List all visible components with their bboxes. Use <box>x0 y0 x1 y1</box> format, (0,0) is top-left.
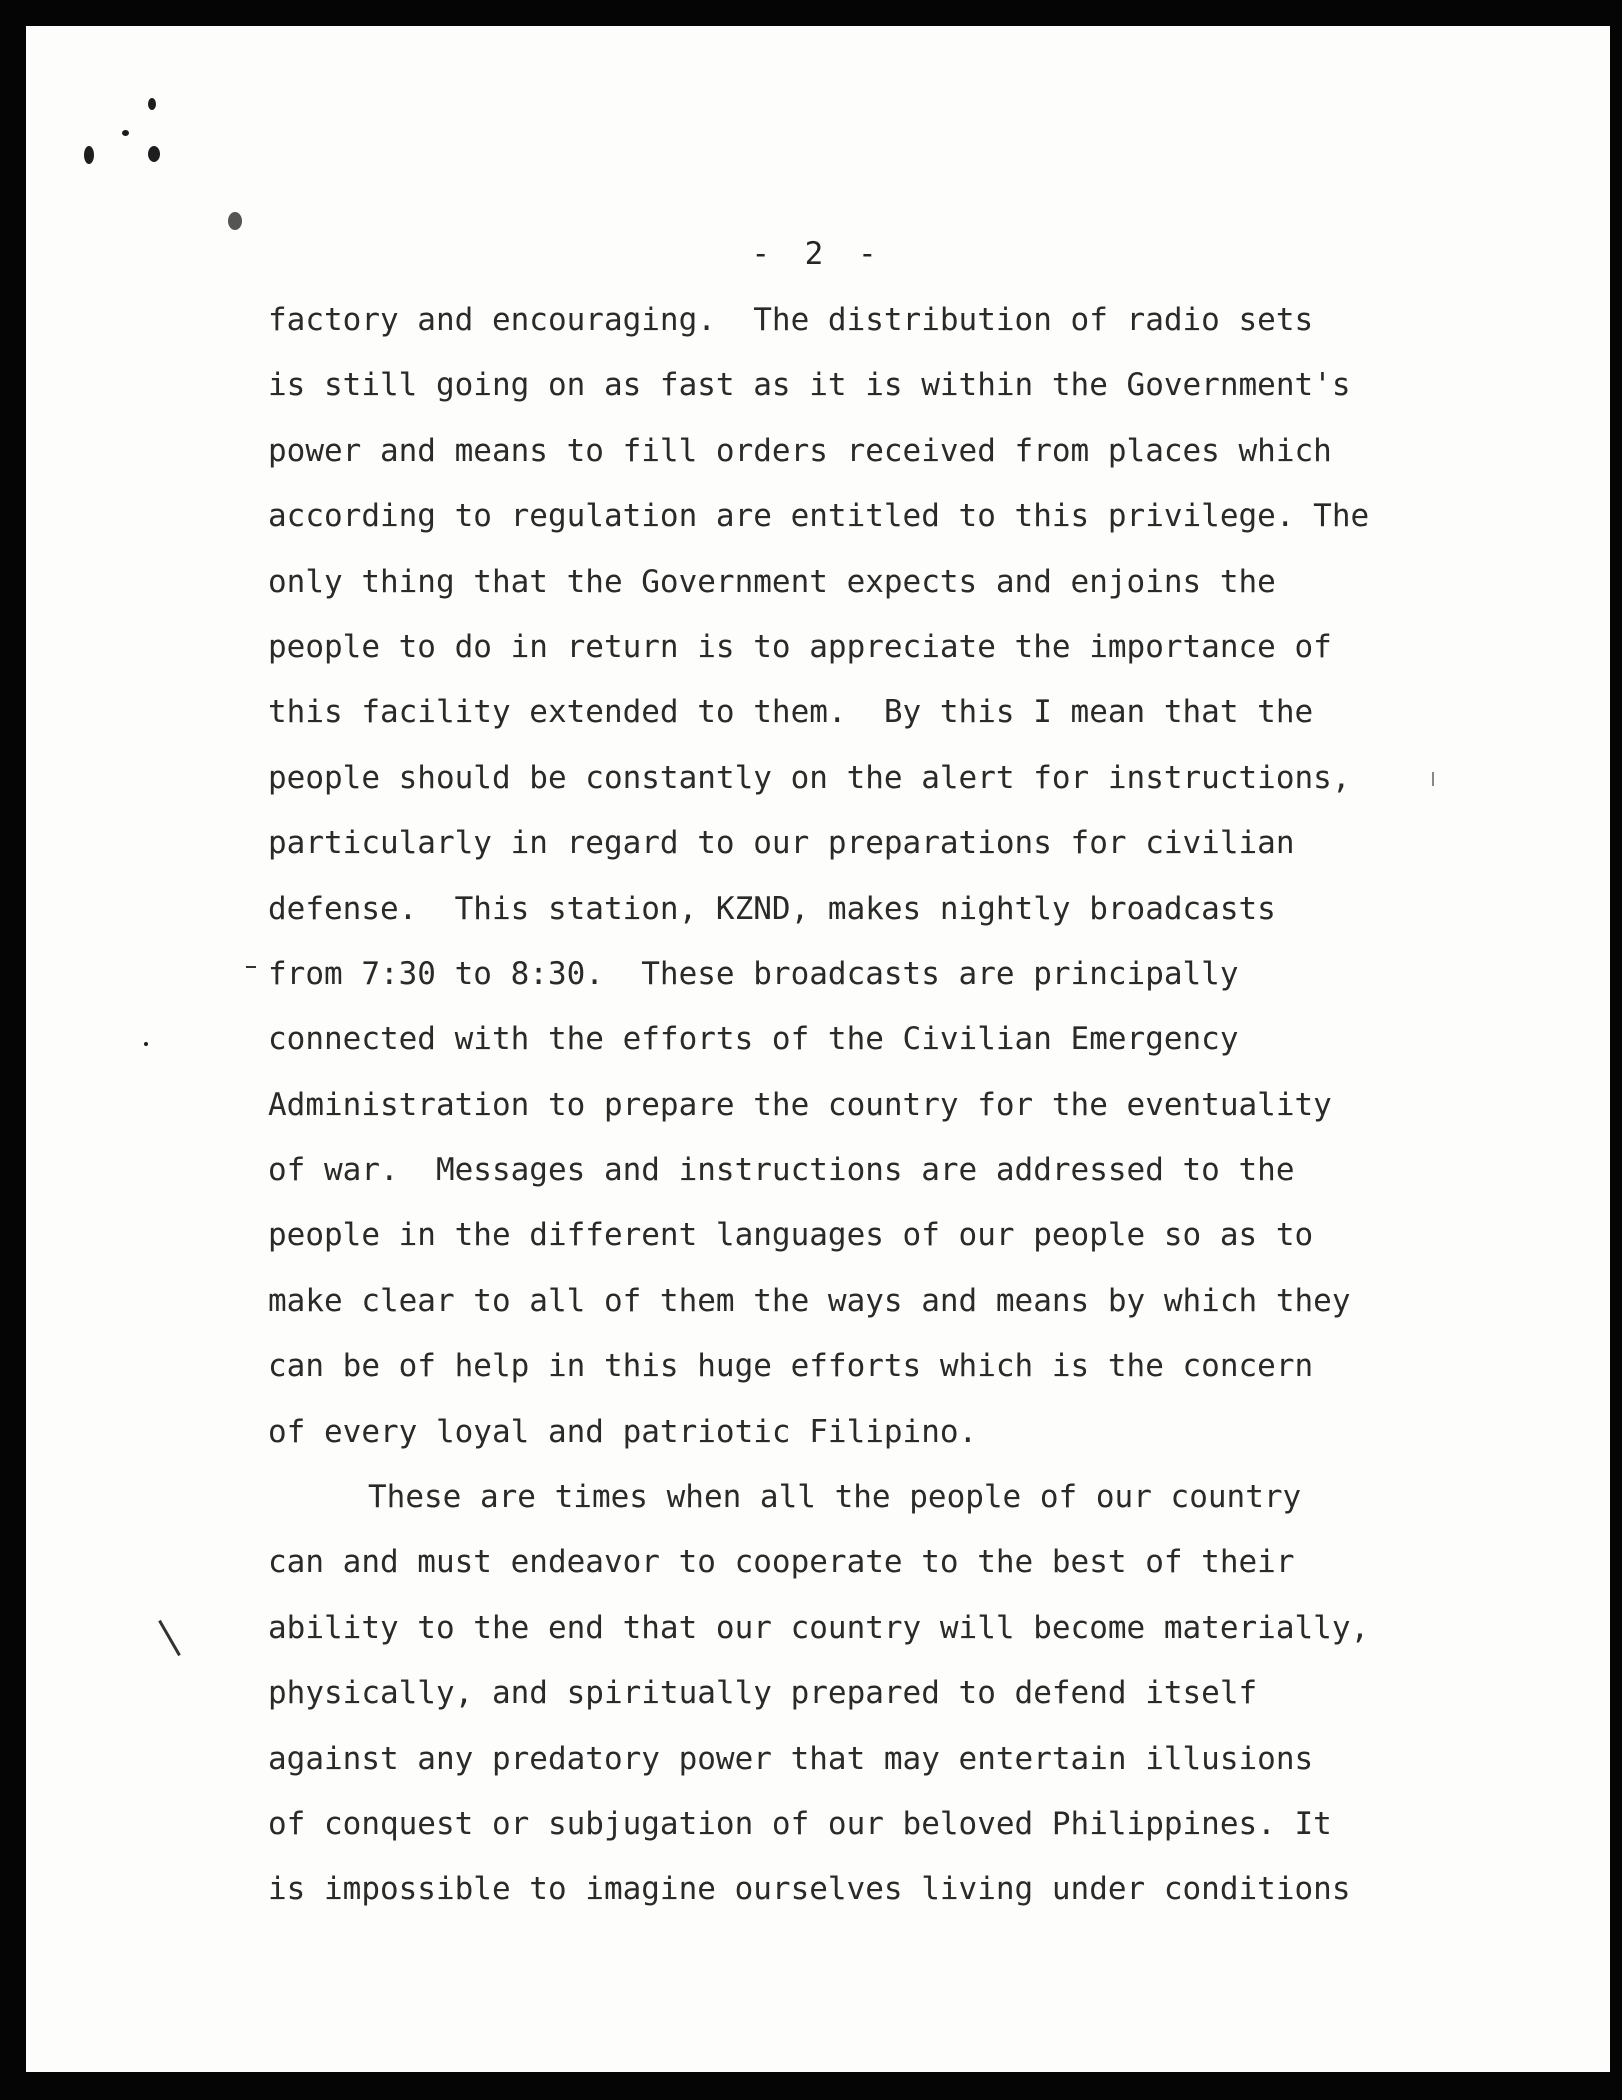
text-line: particularly in regard to our preparations for civilian <box>268 825 1295 862</box>
text-line: is still going on as fast as it is within the Government's <box>268 367 1351 404</box>
text-line: make clear to all of them the ways and means by which they <box>268 1282 1351 1319</box>
text-line: can and must endeavor to cooperate to the best of their <box>268 1544 1295 1581</box>
text-line: against any predatory power that may entertain illusions <box>268 1740 1314 1777</box>
text-line: of conquest or subjugation of our beloved Philippines. It <box>268 1805 1332 1842</box>
text-line: people in the different languages of our people so as to <box>268 1217 1314 1254</box>
text-line: is impossible to imagine ourselves living under conditions <box>268 1871 1351 1908</box>
text-line: of war. Messages and instructions are addressed to the <box>268 1152 1295 1189</box>
ink-speck <box>148 98 156 110</box>
ink-speck <box>228 212 242 230</box>
text-line: can be of help in this huge efforts which is the concern <box>268 1348 1314 1385</box>
text-line: connected with the efforts of the Civilian Emergency <box>268 1021 1239 1058</box>
text-line: this facility extended to them. By this I mean that the <box>268 694 1314 731</box>
text-line: according to regulation are entitled to this privilege. The <box>268 498 1370 535</box>
text-line: only thing that the Government expects and enjoins the <box>268 563 1276 600</box>
text-line: of every loyal and patriotic Filipino. <box>268 1413 978 1450</box>
page-number: - 2 - <box>751 236 885 272</box>
ink-speck <box>122 130 129 136</box>
ink-speck <box>148 146 160 162</box>
text-line: physically, and spiritually prepared to defend itself <box>268 1675 1258 1712</box>
ink-speck <box>84 146 94 164</box>
text-line: factory and encouraging. The distribution of radio sets <box>268 302 1314 338</box>
text-line: These are times when all the people of our country <box>368 1479 1302 1516</box>
text-line: power and means to fill orders received from places which <box>268 432 1332 469</box>
ink-speck <box>144 1042 148 1046</box>
text-line: Administration to prepare the country for the eventuality <box>268 1086 1332 1123</box>
document-body <box>268 288 1498 1923</box>
text-line: people should be constantly on the alert for instructions, <box>268 759 1351 796</box>
text-line: from 7:30 to 8:30. These broadcasts are principally <box>268 955 1239 992</box>
typewritten-page <box>26 26 1610 2072</box>
text-line: defense. This station, KZND, makes nightly broadcasts <box>268 890 1276 927</box>
scratch-mark <box>246 966 256 968</box>
text-line: people to do in return is to appreciate the importance of <box>268 628 1332 665</box>
text-line: ability to the end that our country will become materially, <box>268 1609 1370 1646</box>
scratch-mark <box>158 1620 181 1656</box>
